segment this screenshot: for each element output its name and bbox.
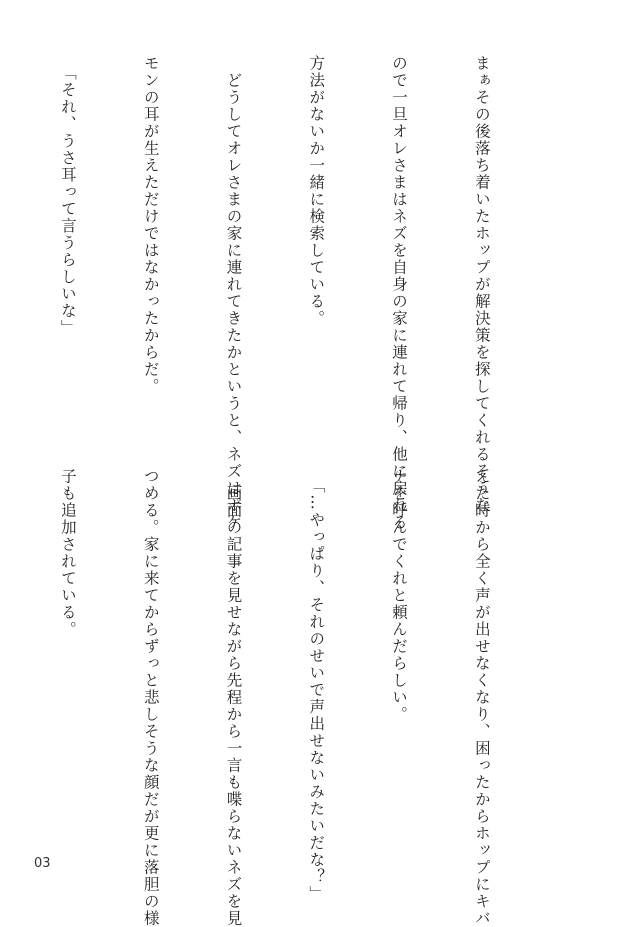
text-column: 方法がないか一緒に検索している。	[307, 55, 326, 327]
text-column: まぁその後落ち着いたホップが解決策を探してくれるそうな	[472, 55, 491, 514]
text-column: 子も追加されている。	[58, 468, 77, 638]
text-block-bottom	[58, 468, 550, 927]
text-column: 「それ、うさ耳って言うらしいな」	[58, 55, 77, 337]
text-column: ので一旦オレさまはネズを自身の家に連れて帰り、他に戻れる	[390, 55, 409, 531]
page-number: 03	[34, 856, 51, 871]
text-column: ナを呼んでくれと頼んだらしい。	[390, 468, 409, 723]
text-column: 画面の記事を見せながら先程から一言も喋らないネズを見	[224, 468, 243, 927]
text-block-top	[58, 55, 550, 531]
text-column: つめる。家に来てからずっと悲しそうな顔だが更に落胆の様	[141, 468, 160, 927]
text-column: 「…やっぱり、それのせいで声出せないみたいだな？」	[307, 468, 326, 903]
text-column: えた時から全く声が出せなくなり、困ったからホップにキバ	[472, 468, 491, 927]
text-column: どうしてオレさまの家に連れてきたかというと、ネズはポケ	[224, 55, 243, 531]
text-column: モンの耳が生えただけではなかったからだ。	[141, 55, 160, 395]
